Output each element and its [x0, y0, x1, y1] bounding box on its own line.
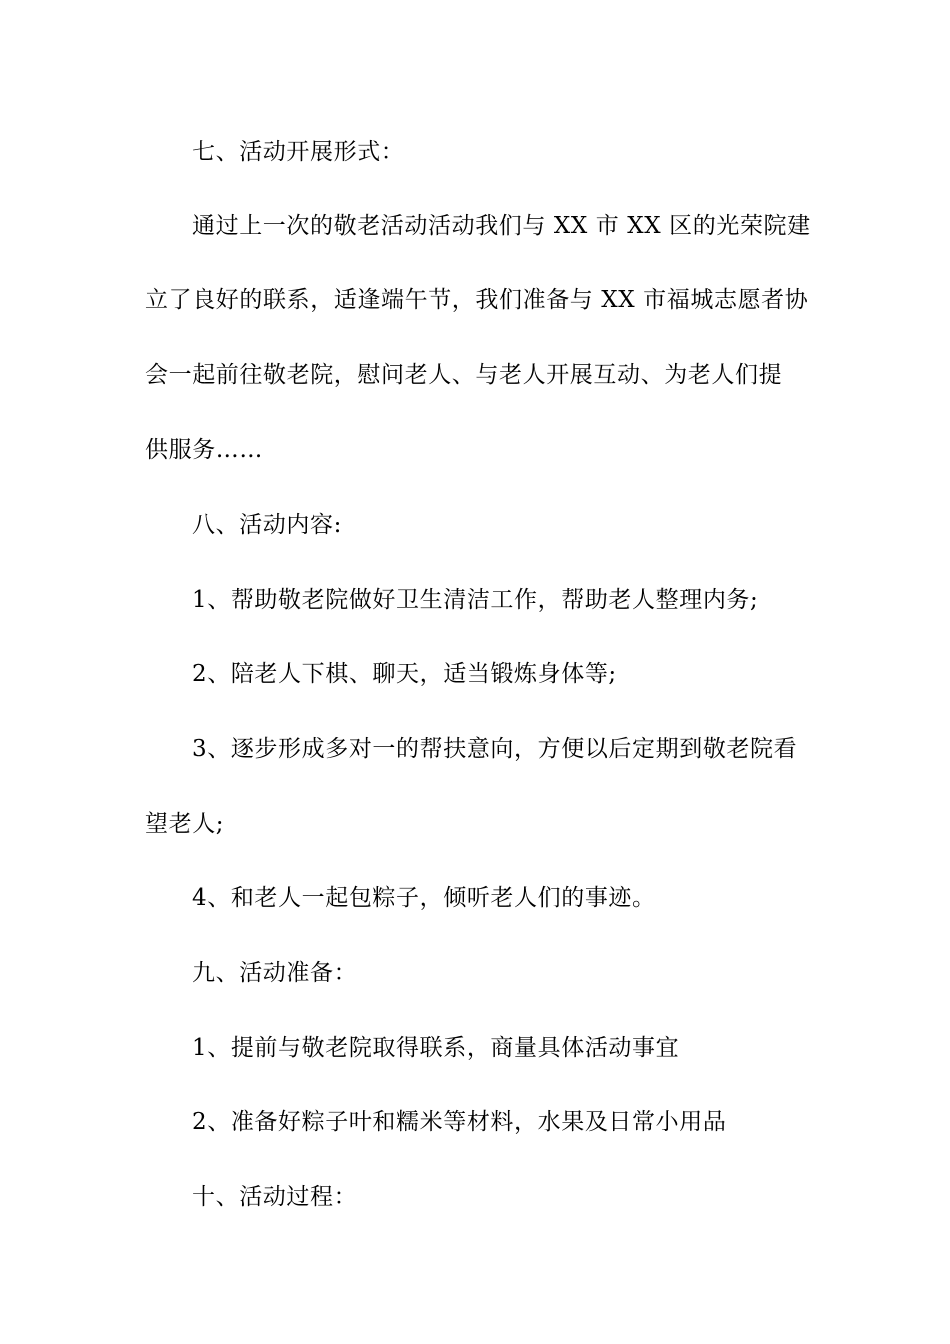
list-item: 1、帮助敬老院做好卫生清洁工作，帮助老人整理内务; — [192, 587, 759, 613]
list-item-continuation: 望老人; — [145, 811, 225, 837]
paragraph-line: 立了良好的联系，适逢端午节，我们准备与 XX 市福城志愿者协 — [145, 287, 809, 313]
section-heading-eight: 八、活动内容: — [192, 512, 342, 538]
section-heading-seven: 七、活动开展形式： — [192, 139, 405, 165]
section-heading-nine: 九、活动准备： — [192, 960, 358, 986]
paragraph-line: 供服务…… — [145, 437, 263, 463]
list-item: 3、逐步形成多对一的帮扶意向，方便以后定期到敬老院看 — [192, 736, 798, 762]
list-item: 2、准备好粽子叶和糯米等材料，水果及日常小用品 — [192, 1109, 727, 1135]
paragraph-line: 会一起前往敬老院，慰问老人、与老人开展互动、为老人们提 — [145, 362, 783, 388]
list-item: 2、陪老人下棋、聊天，适当锻炼身体等; — [192, 661, 617, 687]
section-heading-ten: 十、活动过程： — [192, 1184, 358, 1210]
paragraph-line: 通过上一次的敬老活动活动我们与 XX 市 XX 区的光荣院建 — [192, 213, 811, 239]
list-item: 4、和老人一起包粽子，倾听老人们的事迹。 — [192, 885, 656, 911]
list-item: 1、提前与敬老院取得联系，商量具体活动事宜 — [192, 1035, 680, 1061]
